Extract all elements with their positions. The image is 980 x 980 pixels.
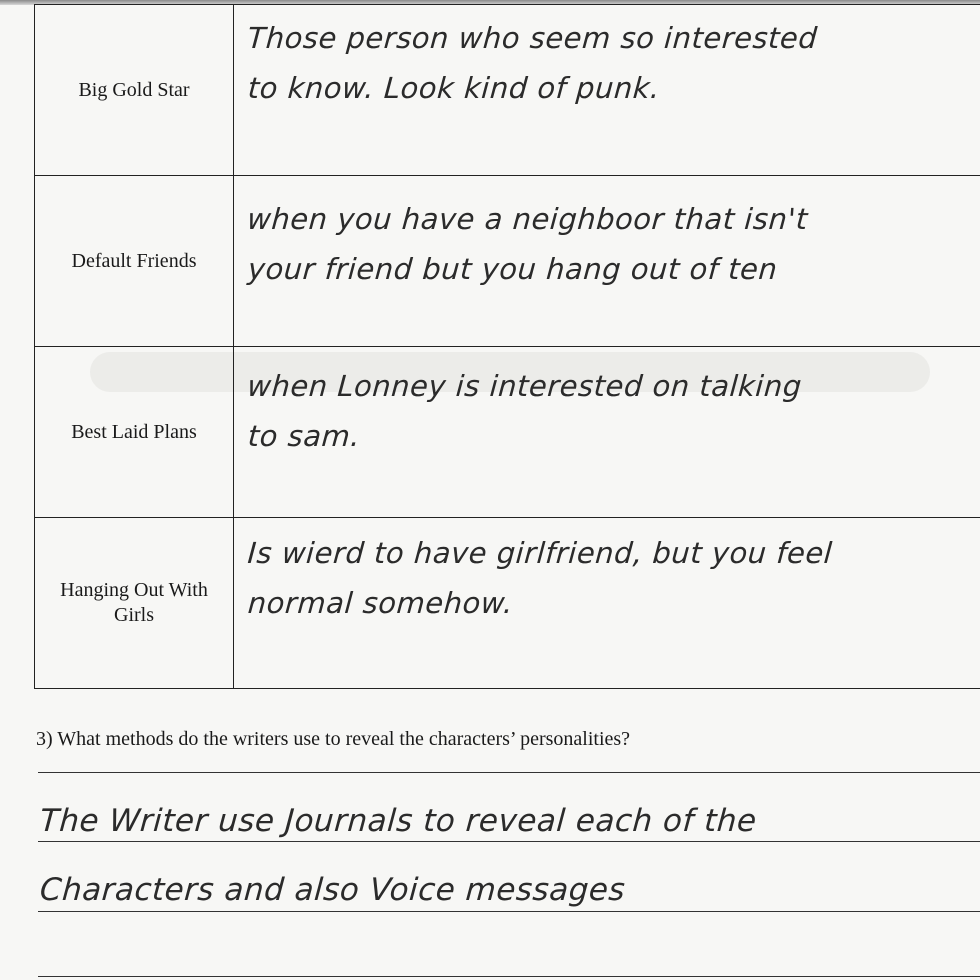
handwritten-answer-line: normal somehow. [246, 586, 515, 620]
question-3: 3) What methods do the writers use to reveal the characters’ personalities? [36, 728, 631, 750]
row-label: Best Laid Plans [35, 347, 234, 518]
handwritten-answer-line: Is wierd to have girlfriend, but you feel [246, 536, 834, 570]
row-label: Big Gold Star [35, 5, 234, 176]
handwritten-response-line: Characters and also Voice messages [38, 872, 627, 908]
table-row [35, 5, 980, 176]
answer-rule [38, 772, 980, 773]
table-row [35, 176, 980, 347]
handwritten-answer-line: Those person who seem so interested [246, 21, 819, 55]
row-label: Default Friends [35, 176, 234, 347]
answer-rule [38, 976, 980, 977]
table-row [35, 347, 980, 518]
answer-cell[interactable] [234, 518, 980, 689]
handwritten-answer-line: when Lonney is interested on talking [246, 369, 804, 403]
handwritten-answer-line: when you have a neighboor that isn't [246, 202, 810, 236]
answer-rule [38, 841, 980, 842]
handwritten-answer-line: your friend but you hang out of ten [246, 252, 779, 286]
answer-cell[interactable] [234, 347, 980, 518]
table-row [35, 518, 980, 689]
handwritten-answer-line: to know. Look kind of punk. [246, 71, 662, 105]
answer-rule [38, 911, 980, 912]
character-events-table [34, 4, 980, 689]
answer-cell[interactable] [234, 5, 980, 176]
answer-cell[interactable] [234, 176, 980, 347]
handwritten-answer-line: to sam. [246, 419, 362, 453]
row-label: Hanging Out With Girls [35, 518, 234, 689]
handwritten-response-line: The Writer use Journals to reveal each of the [38, 803, 758, 839]
